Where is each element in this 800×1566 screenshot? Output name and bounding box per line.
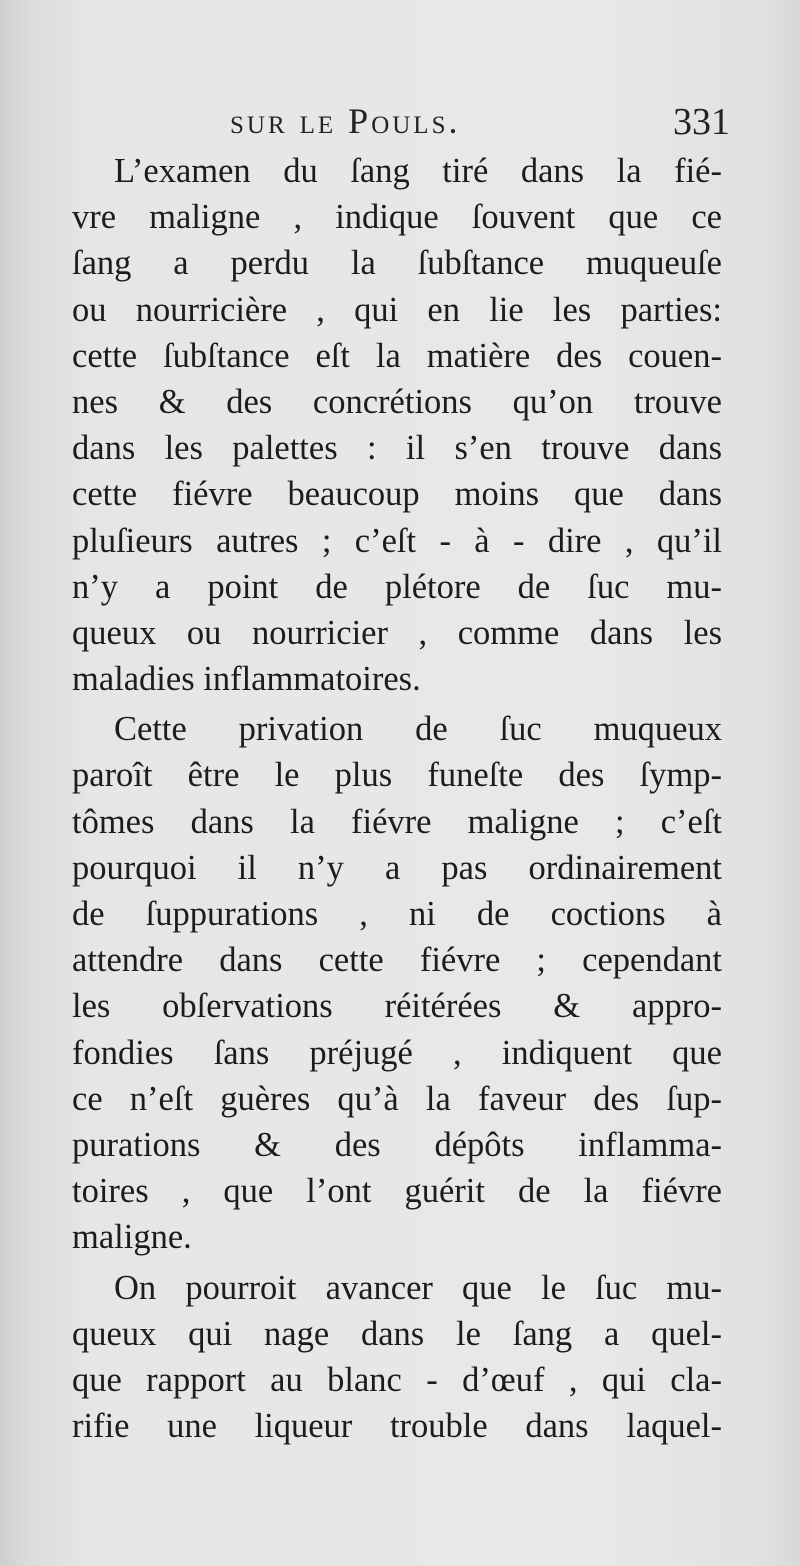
text-line: rifie une liqueur trouble dans laquel- bbox=[72, 1407, 722, 1446]
text-line: tômes dans la fiévre maligne ; c’eſt bbox=[72, 802, 722, 841]
text-line: ce n’eſt guères qu’à la faveur des ſup- bbox=[72, 1079, 722, 1118]
text-line: de ſuppurations , ni de coctions à bbox=[72, 895, 722, 933]
text-line: maligne. bbox=[72, 1218, 192, 1257]
text-line: queux ou nourricier , comme dans les bbox=[72, 613, 722, 652]
text-line: fondies ſans préjugé , indiquent que bbox=[72, 1033, 722, 1072]
text-line: Cette privation de ſuc muqueux bbox=[114, 710, 722, 749]
text-line: les obſervations réitérées & appro- bbox=[72, 987, 722, 1026]
text-line: toires , que l’ont guérit de la fiévre bbox=[72, 1172, 722, 1211]
text-line: On pourroit avancer que le ſuc mu- bbox=[114, 1268, 722, 1307]
text-line: que rapport au blanc - d’œuf , qui cla- bbox=[72, 1360, 722, 1399]
body-text bbox=[72, 148, 722, 1449]
text-line: cette ſubſtance eſt la matière des couen- bbox=[72, 336, 722, 375]
page-header bbox=[230, 100, 730, 150]
text-line: dans les palettes : il s’en trouve dans bbox=[72, 429, 722, 468]
text-line: paroît être le plus funeſte des ſymp- bbox=[72, 756, 722, 795]
text-line: queux qui nage dans le ſang a quel- bbox=[72, 1314, 722, 1353]
page-number: 331 bbox=[673, 101, 730, 143]
text-line: n’y a point de plétore de ſuc mu- bbox=[72, 567, 722, 606]
text-line: purations & des dépôts inflamma- bbox=[72, 1125, 722, 1164]
text-line: vre maligne , indique ſouvent que ce bbox=[72, 198, 722, 237]
text-line: maladies inflammatoires. bbox=[72, 660, 421, 699]
text-line: attendre dans cette fiévre ; cependant bbox=[72, 941, 722, 980]
text-line: pourquoi il n’y a pas ordinairement bbox=[72, 848, 722, 887]
text-line: ou nourricière , qui en lie les parties: bbox=[72, 290, 722, 329]
text-line: ſang a perdu la ſubſtance muqueuſe bbox=[72, 244, 722, 283]
text-line: nes & des concrétions qu’on trouve bbox=[72, 382, 722, 421]
text-line: cette fiévre beaucoup moins que dans bbox=[72, 475, 722, 514]
text-line: L’examen du ſang tiré dans la fié- bbox=[114, 152, 722, 190]
text-line: pluſieurs autres ; c’eſt - à - dire , qu’il bbox=[72, 521, 722, 560]
running-title: sur le Pouls. bbox=[230, 101, 461, 141]
